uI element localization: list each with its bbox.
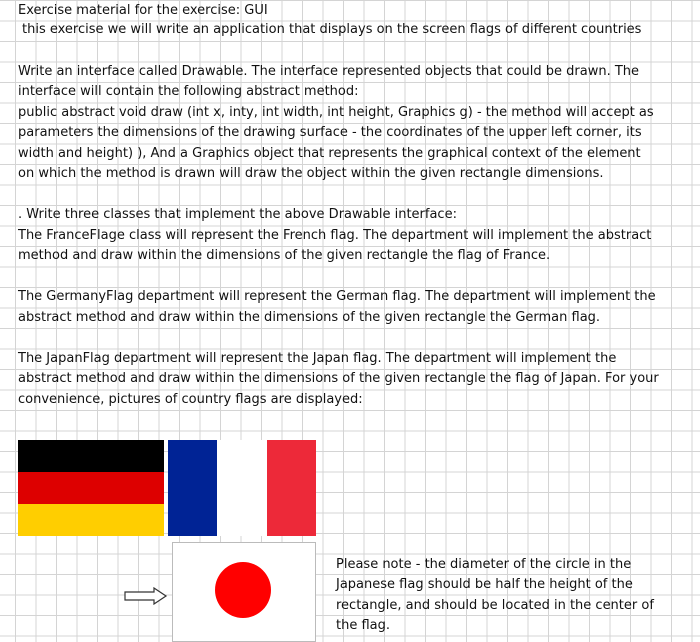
japan-flag-circle [215, 562, 271, 618]
paragraph-line: Write an interface called Drawable. The interface represented objects that could be drawn. The [18, 64, 640, 79]
note-line: rectangle, and should be located in the center of [336, 598, 654, 613]
paragraph-line: interface will contain the following abstract method: [18, 84, 359, 99]
germany-flag-black-stripe [18, 440, 164, 472]
note-line: Japanese flag should be half the height of the [336, 577, 633, 592]
paragraph-line: on which the method is drawn will draw the object within the given rectangle dimensions. [18, 166, 604, 181]
paragraph-line: convenience, pictures of country flags are displayed: [18, 392, 363, 407]
france-flag-red-stripe [267, 440, 316, 536]
germany-flag-gold-stripe [18, 504, 164, 536]
note-line: the flag. [336, 618, 391, 633]
paragraph-line: The JapanFlag department will represent the Japan flag. The department will implement the [18, 351, 617, 366]
paragraph-line: parameters the dimensions of the drawing surface - the coordinates of the upper left corner, its [18, 125, 642, 140]
germany-flag-red-stripe [18, 472, 164, 504]
japan-flag [172, 542, 316, 642]
germany-flag [18, 440, 164, 536]
france-flag-white-stripe [217, 440, 266, 536]
paragraph-line: method and draw within the dimensions of the given rectangle the flag of France. [18, 248, 551, 263]
paragraph-line: abstract method and draw within the dimensions of the given rectangle the flag of Japan. For your [18, 371, 659, 386]
paragraph-line: abstract method and draw within the dimensions of the given rectangle the German flag. [18, 310, 601, 325]
note-line: Please note - the diameter of the circle in the [336, 557, 632, 572]
france-flag-blue-stripe [168, 440, 217, 536]
exercise-title: Exercise material for the exercise: GUI [18, 3, 268, 18]
paragraph-line: width and height) ), And a Graphics object that represents the graphical context of the element [18, 146, 641, 161]
france-flag [168, 440, 316, 536]
paragraph-line: The GermanyFlag department will represent the German flag. The department will implement the [18, 289, 656, 304]
intro-line: this exercise we will write an application that displays on the screen flags of different countries [22, 22, 642, 37]
method-signature-line: public abstract void draw (int x, inty, int width, int height, Graphics g) - the method will accept as [18, 105, 654, 120]
paragraph-line: The FranceFlage class will represent the French flag. The department will implement the abstract [18, 228, 652, 243]
right-outline-arrow-icon [124, 587, 168, 605]
paragraph-line: . Write three classes that implement the above Drawable interface: [18, 207, 457, 222]
